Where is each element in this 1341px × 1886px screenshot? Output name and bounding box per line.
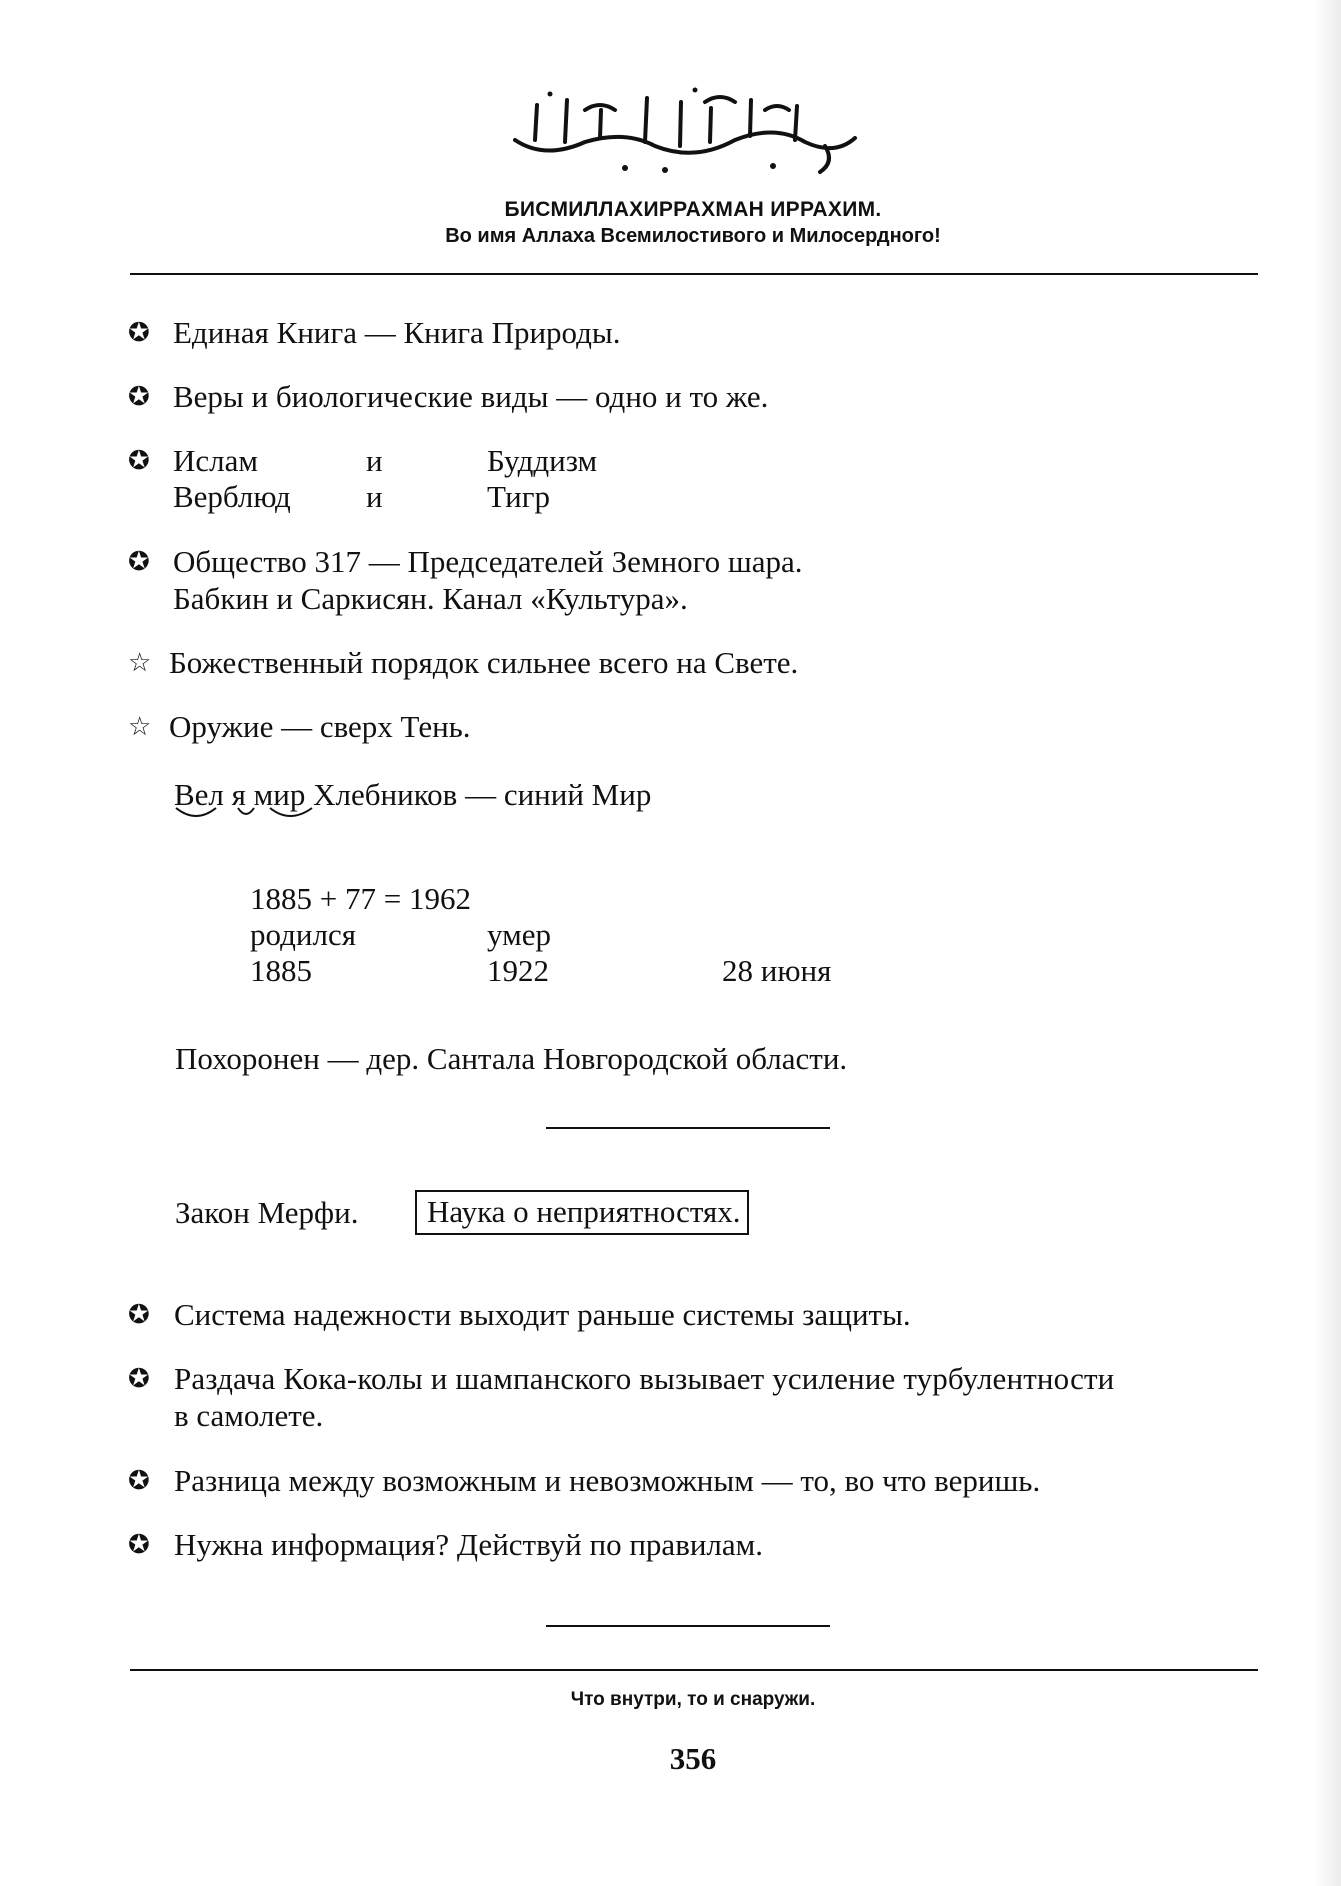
text-weapon: Оружие — сверх Тень. xyxy=(169,709,471,744)
text-difference: Разница между возможным и невозможным — то, во что веришь. xyxy=(174,1463,1041,1498)
text-society-1: Общество 317 — Председателей Земного шара. xyxy=(173,544,803,579)
section-divider xyxy=(546,1625,830,1627)
header-subtitle: Во имя Аллаха Всемилостивого и Милосердного! xyxy=(445,225,941,247)
boxed-text-murphy: Наука о неприятностях. xyxy=(415,1190,749,1235)
text-info: Нужна информация? Действуй по правилам. xyxy=(174,1527,764,1562)
header-rule xyxy=(130,273,1258,275)
circle-star-bullet-icon: ✪ xyxy=(128,446,150,475)
star-bullet-icon: ☆ xyxy=(128,712,152,741)
text-equation: 1885 + 77 = 1962 xyxy=(250,881,471,916)
circle-star-bullet-icon: ✪ xyxy=(128,1364,150,1393)
page-number: 356 xyxy=(669,1741,717,1776)
text-one-book: Единая Книга — Книга Природы. xyxy=(173,315,621,350)
basmala-calligraphy xyxy=(505,80,865,180)
text-born-year: 1885 xyxy=(250,953,312,988)
page-edge-shadow xyxy=(1313,0,1341,1886)
text-reliability: Система надежности выходит раньше системы защиты. xyxy=(174,1297,911,1332)
header-title: БИСМИЛЛАХИРРАХМАН ИРРАХИМ. xyxy=(504,198,882,221)
section-divider xyxy=(546,1127,830,1129)
text-camel: Верблюд xyxy=(173,479,291,514)
text-murphy-law: Закон Мерфи. xyxy=(175,1195,359,1230)
circle-star-bullet-icon: ✪ xyxy=(128,1466,150,1495)
circle-star-bullet-icon: ✪ xyxy=(128,318,150,347)
text-velimir: Вел я мир Хлебников — синий Мир xyxy=(174,777,652,812)
text-and: и xyxy=(366,479,383,514)
text-died-date: 28 июня xyxy=(722,953,832,988)
footer-motto: Что внутри, то и снаружи. xyxy=(570,1689,816,1710)
text-buddhism: Буддизм xyxy=(487,443,598,478)
text-cola-1: Раздача Кока-колы и шампанского вызывает усиление турбулентности xyxy=(174,1361,1115,1396)
text-islam: Ислам xyxy=(173,443,258,478)
star-bullet-icon: ☆ xyxy=(128,648,152,677)
text-buried: Похоронен — дер. Сантала Новгородской области. xyxy=(175,1041,848,1076)
circle-star-bullet-icon: ✪ xyxy=(128,547,150,576)
text-died-year: 1922 xyxy=(487,953,549,988)
circle-star-bullet-icon: ✪ xyxy=(128,1530,150,1559)
text-died-label: умер xyxy=(487,917,551,952)
text-cola-2: в самолете. xyxy=(174,1398,324,1433)
circle-star-bullet-icon: ✪ xyxy=(128,1300,150,1329)
circle-star-bullet-icon: ✪ xyxy=(128,382,150,411)
underline-arcs xyxy=(172,804,332,826)
text-divine-order: Божественный порядок сильнее всего на Свете. xyxy=(169,645,799,680)
text-society-2: Бабкин и Саркисян. Канал «Культура». xyxy=(173,581,688,616)
text-tiger: Тигр xyxy=(487,479,550,514)
text-faiths: Веры и биологические виды — одно и то же. xyxy=(173,379,769,414)
text-and: и xyxy=(366,443,383,478)
text-born-label: родился xyxy=(250,917,356,952)
footer-rule xyxy=(130,1669,1258,1671)
